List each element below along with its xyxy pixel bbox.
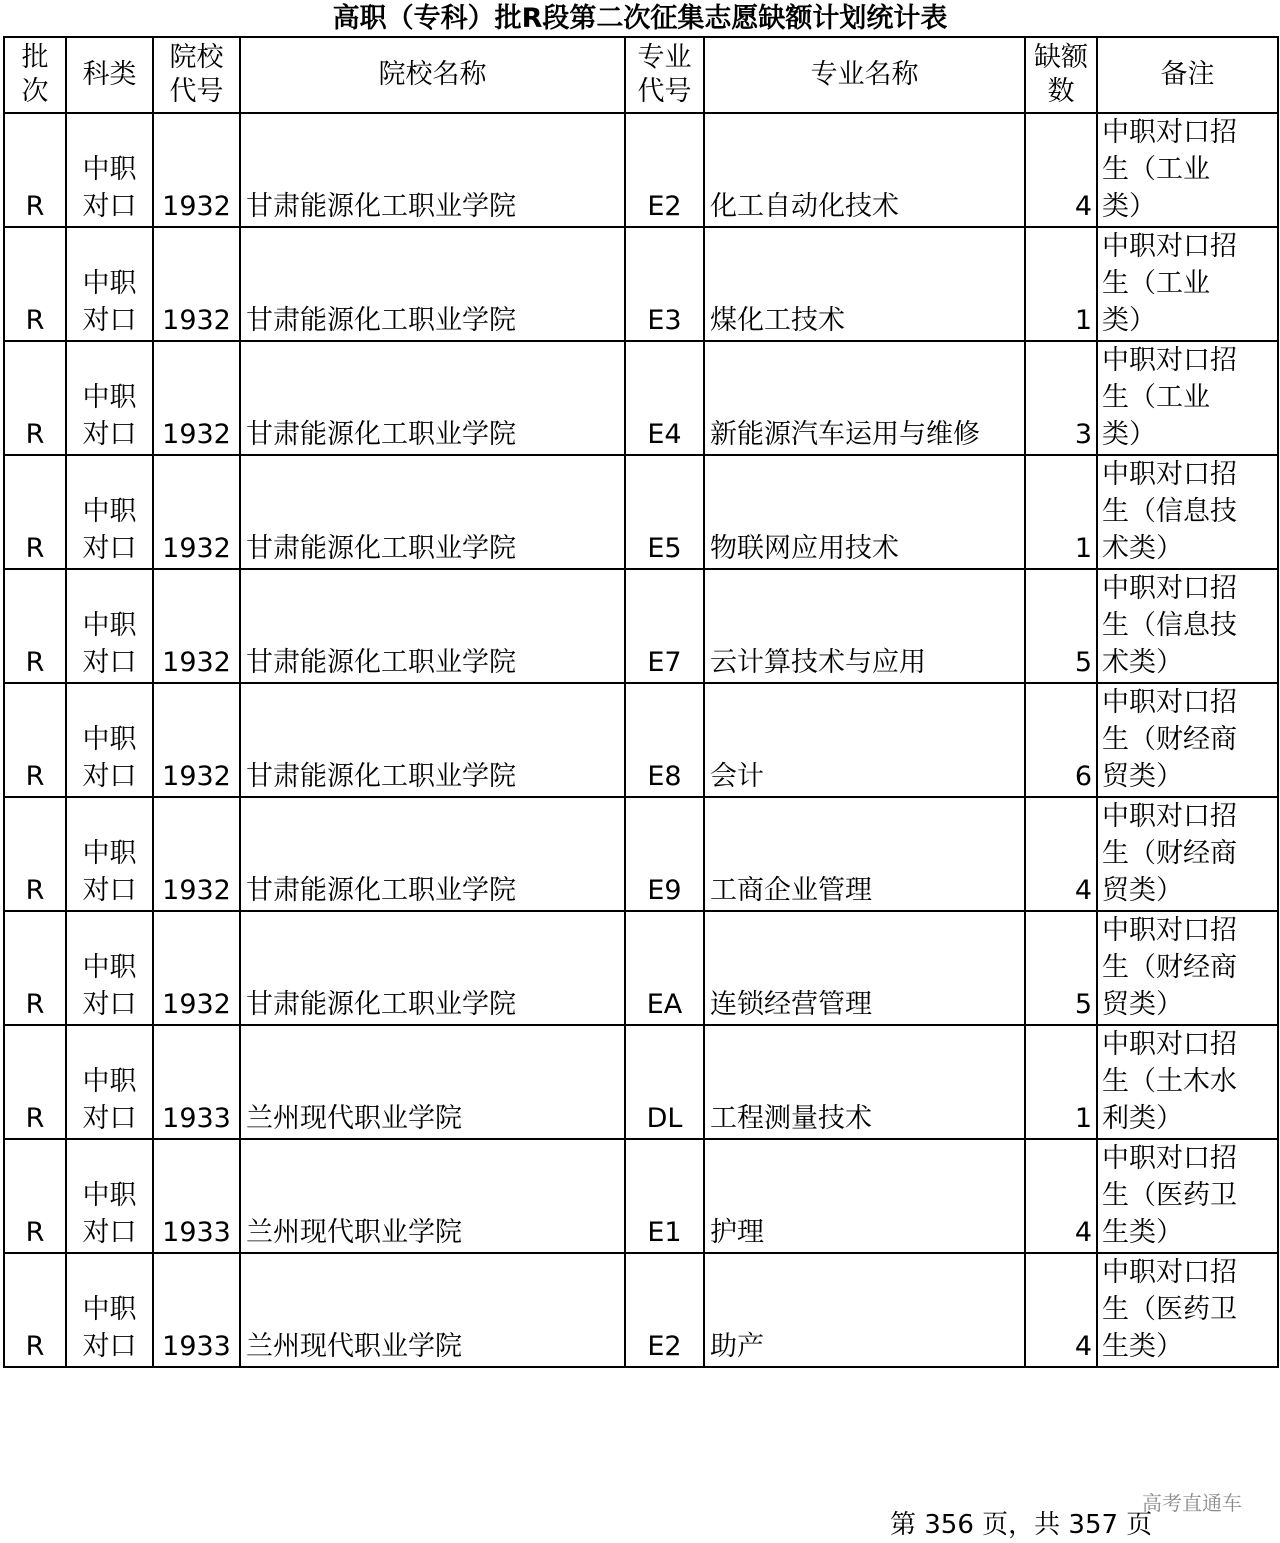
cell-batch: R [4,227,66,341]
cell-school-code: 1933 [153,1139,240,1253]
table-row [4,797,1278,911]
cell-major-code: DL [625,1025,704,1139]
cell-school-code: 1932 [153,113,240,227]
cell-major-name: 会计 [704,683,1025,797]
cell-batch: R [4,569,66,683]
header-school-name: 院校名称 [240,37,625,113]
cell-remark: 中职对口招 生（财经商 贸类） [1097,911,1278,1025]
cell-school-name: 甘肃能源化工职业学院 [240,455,625,569]
cell-remark: 中职对口招 生（信息技 术类） [1097,455,1278,569]
watermark-text: 高考直通车 [1142,1491,1242,1515]
cell-vacancy: 3 [1025,341,1097,455]
header-school-code: 院校 代号 [153,37,240,113]
cell-vacancy: 5 [1025,569,1097,683]
table-row [4,1025,1278,1139]
header-remark: 备注 [1097,37,1278,113]
page-number: 第 356 页，共 357 页 [890,1510,1153,1540]
cell-batch: R [4,683,66,797]
table-row [4,1139,1278,1253]
cell-remark: 中职对口招 生（信息技 术类） [1097,569,1278,683]
cell-school-name: 甘肃能源化工职业学院 [240,113,625,227]
header-vacancy: 缺额 数 [1025,37,1097,113]
cell-school-name: 甘肃能源化工职业学院 [240,227,625,341]
table-row [4,683,1278,797]
cell-major-code: E3 [625,227,704,341]
cell-school-name: 甘肃能源化工职业学院 [240,683,625,797]
cell-remark: 中职对口招 生（土木水 利类） [1097,1025,1278,1139]
cell-batch: R [4,455,66,569]
vacancy-table [3,36,1279,1368]
cell-major-code: E5 [625,455,704,569]
cell-category: 中职 对口 [66,1025,153,1139]
cell-vacancy: 1 [1025,1025,1097,1139]
cell-school-code: 1933 [153,1253,240,1367]
cell-major-name: 工程测量技术 [704,1025,1025,1139]
cell-major-name: 煤化工技术 [704,227,1025,341]
cell-vacancy: 4 [1025,797,1097,911]
cell-remark: 中职对口招 生（医药卫 生类） [1097,1139,1278,1253]
cell-school-name: 兰州现代职业学院 [240,1025,625,1139]
cell-school-name: 甘肃能源化工职业学院 [240,797,625,911]
cell-category: 中职 对口 [66,1139,153,1253]
cell-vacancy: 4 [1025,113,1097,227]
cell-vacancy: 6 [1025,683,1097,797]
cell-category: 中职 对口 [66,341,153,455]
cell-school-code: 1932 [153,455,240,569]
cell-category: 中职 对口 [66,455,153,569]
cell-category: 中职 对口 [66,911,153,1025]
page-title: 高职（专科）批R段第二次征集志愿缺额计划统计表 [332,3,948,34]
cell-major-code: EA [625,911,704,1025]
cell-category: 中职 对口 [66,1253,153,1367]
cell-remark: 中职对口招 生（财经商 贸类） [1097,683,1278,797]
cell-remark: 中职对口招 生（医药卫 生类） [1097,1253,1278,1367]
cell-school-code: 1932 [153,341,240,455]
cell-major-code: E4 [625,341,704,455]
header-batch: 批 次 [4,37,66,113]
cell-vacancy: 1 [1025,227,1097,341]
cell-batch: R [4,113,66,227]
cell-school-code: 1932 [153,683,240,797]
header-major-code: 专业 代号 [625,37,704,113]
cell-school-name: 兰州现代职业学院 [240,1139,625,1253]
cell-major-name: 连锁经营管理 [704,911,1025,1025]
cell-category: 中职 对口 [66,227,153,341]
cell-category: 中职 对口 [66,569,153,683]
cell-remark: 中职对口招 生（财经商 贸类） [1097,797,1278,911]
cell-batch: R [4,911,66,1025]
table-row [4,455,1278,569]
cell-major-code: E1 [625,1139,704,1253]
cell-remark: 中职对口招 生（工业 类） [1097,341,1278,455]
cell-remark: 中职对口招 生（工业 类） [1097,227,1278,341]
cell-major-name: 助产 [704,1253,1025,1367]
cell-major-name: 物联网应用技术 [704,455,1025,569]
cell-school-code: 1932 [153,227,240,341]
table-row [4,341,1278,455]
cell-major-code: E8 [625,683,704,797]
cell-major-name: 云计算技术与应用 [704,569,1025,683]
cell-category: 中职 对口 [66,683,153,797]
cell-vacancy: 4 [1025,1139,1097,1253]
table-header-row [4,37,1278,113]
cell-batch: R [4,1253,66,1367]
cell-batch: R [4,797,66,911]
cell-major-name: 化工自动化技术 [704,113,1025,227]
cell-major-code: E2 [625,113,704,227]
table-row [4,911,1278,1025]
cell-school-code: 1933 [153,1025,240,1139]
cell-vacancy: 1 [1025,455,1097,569]
cell-school-name: 甘肃能源化工职业学院 [240,569,625,683]
cell-batch: R [4,1139,66,1253]
header-category: 科类 [66,37,153,113]
cell-major-name: 工商企业管理 [704,797,1025,911]
cell-vacancy: 5 [1025,911,1097,1025]
table-row [4,1253,1278,1367]
cell-major-name: 新能源汽车运用与维修 [704,341,1025,455]
cell-category: 中职 对口 [66,113,153,227]
cell-remark: 中职对口招 生（工业 类） [1097,113,1278,227]
cell-school-name: 兰州现代职业学院 [240,1253,625,1367]
cell-major-name: 护理 [704,1139,1025,1253]
cell-major-code: E7 [625,569,704,683]
header-major-name: 专业名称 [704,37,1025,113]
cell-major-code: E2 [625,1253,704,1367]
table-row [4,569,1278,683]
cell-vacancy: 4 [1025,1253,1097,1367]
cell-major-code: E9 [625,797,704,911]
table-row [4,113,1278,227]
table-body [4,113,1278,1367]
cell-batch: R [4,341,66,455]
table-row [4,227,1278,341]
cell-school-code: 1932 [153,569,240,683]
cell-batch: R [4,1025,66,1139]
cell-school-name: 甘肃能源化工职业学院 [240,911,625,1025]
cell-school-code: 1932 [153,797,240,911]
cell-school-name: 甘肃能源化工职业学院 [240,341,625,455]
cell-category: 中职 对口 [66,797,153,911]
cell-school-code: 1932 [153,911,240,1025]
